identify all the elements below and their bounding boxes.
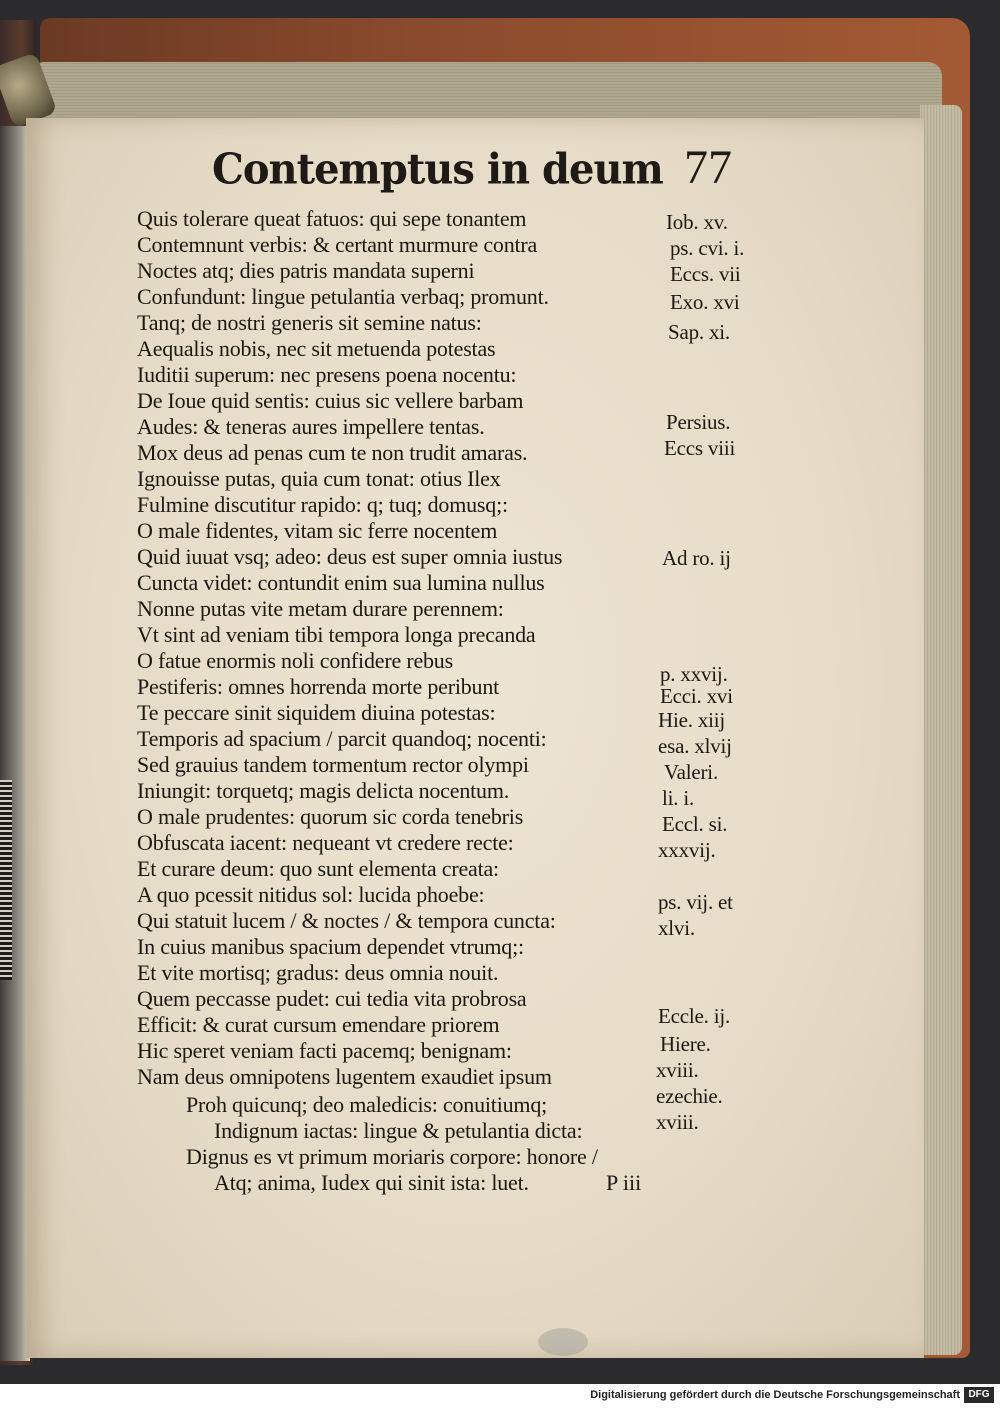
verse-line: Quem peccasse pudet: cui tedia vita probrosa [137,986,527,1011]
margin-note: Eccs viii [664,436,736,460]
margin-note: Ad ro. ij [662,546,731,570]
margin-note: ps. cvi. i. [670,236,745,260]
verse-line: Iniungit: torquetq; magis delicta nocentum. [137,778,510,803]
verse-line: De Ioue quid sentis: cuius sic vellere barbam [137,388,524,413]
closing-verse-block [186,1092,666,1196]
margin-note: Ecci. xvi [660,684,733,708]
margin-note: Eccle. ij. [658,1004,731,1028]
closing-line: Proh quicunq; deo maledicis: conuitiumq; [186,1092,548,1117]
margin-note: p. xxvij. [660,662,728,686]
verse-block [137,206,647,1090]
margin-note: Eccs. vii [670,262,741,286]
verse-line: Et vite mortisq; gradus: deus omnia nouit. [137,960,499,985]
verse-line: Nam deus omnipotens lugentem exaudiet ipsum [137,1064,552,1089]
verse-line: O male prudentes: quorum sic corda tenebris [137,804,524,829]
margin-note: xxxvij. [658,838,716,862]
facing-page-woodcut [0,780,12,980]
verse-line: Temporis ad spacium / parcit quandoq; nocenti: [137,726,547,751]
margin-note: Sap. xi. [668,320,730,344]
closing-line: Atq; anima, Iudex qui sinit ista: luet. [214,1170,529,1195]
thumb-stain [538,1328,588,1356]
margin-note: Eccl. si. [662,812,728,836]
margin-note: ps. vij. et [658,890,733,914]
margin-note: Hie. xiij [658,708,726,732]
verse-line: Nonne putas vite metam durare perennem: [137,596,504,621]
verse-line: Ignouisse putas, quia cum tonat: otius Ilex [137,466,501,491]
verse-line: Mox deus ad penas cum te non trudit amaras. [137,440,528,465]
page-edges-right [920,105,962,1355]
verse-line: In cuius manibus spacium dependet vtrumq;: [137,934,524,959]
margin-note: Iob. xv. [666,210,728,234]
margin-note: esa. xlvij [658,734,732,758]
margin-note: xviii. [656,1058,699,1082]
running-title: Contemptus in deum [212,144,663,195]
verse-line: A quo pcessit nitidus sol: lucida phoebe: [137,882,485,907]
dfg-logo: DFG [964,1387,994,1403]
credit-text: Digitalisierung gefördert durch die Deutsche Forschungsgemeinschaft [590,1389,960,1401]
closing-line: Indignum iactas: lingue & petulantia dicta: [214,1118,583,1143]
verse-line: Sed grauius tandem tormentum rector olympi [137,752,529,777]
verse-line: Pestiferis: omnes horrenda morte peribunt [137,674,500,699]
margin-note: Exo. xvi [670,290,740,314]
verse-line: Hic speret veniam facti pacemq; benignam: [137,1038,512,1063]
footer-bar [0,1384,1000,1408]
closing-line: Dignus es vt primum moriaris corpore: honore / [186,1144,598,1169]
signature-mark: P iii [606,1170,642,1195]
verse-line: Et curare deum: quo sunt elementa creata: [137,856,499,881]
verse-line: Confundunt: lingue petulantia verbaq; promunt. [137,284,549,309]
margin-note: ezechie. [656,1084,723,1108]
margin-note: li. i. [662,786,695,810]
margin-note: Hiere. [660,1032,711,1056]
verse-line: Audes: & teneras aures impellere tentas. [137,414,485,439]
verse-line: Cuncta videt: contundit enim sua lumina nullus [137,570,545,595]
folio-number: 77 [684,141,732,194]
margin-note: Persius. [666,410,731,434]
verse-line: Iuditii superum: nec presens poena nocentu: [137,362,517,387]
verse-line: Quis tolerare queat fatuos: qui sepe tonantem [137,206,527,231]
verse-line: Contemnunt verbis: & certant murmure contra [137,232,538,257]
verse-line: Aequalis nobis, nec sit metuenda potestas [137,336,496,361]
verse-line: Quid iuuat vsq; adeo: deus est super omnia iustus [137,544,563,569]
verse-line: Noctes atq; dies patris mandata superni [137,258,475,283]
verse-line: O fatue enormis noli confidere rebus [137,648,453,673]
verse-line: Vt sint ad veniam tibi tempora longa precanda [137,622,536,647]
verse-line: Tanq; de nostri generis sit semine natus: [137,310,482,335]
verse-line: O male fidentes, vitam sic ferre nocentem [137,518,498,543]
verse-line: Te peccare sinit siquidem diuina potestas: [137,700,496,725]
verse-line: Efficit: & curat cursum emendare priorem [137,1012,500,1037]
margin-note: Valeri. [664,760,718,784]
verse-line: Qui statuit lucem / & noctes / & tempora cuncta: [137,908,556,933]
verse-line: Fulmine discutitur rapido: q; tuq; domusq;: [137,492,508,517]
verse-line: Obfuscata iacent: nequeant vt credere recte: [137,830,514,855]
margin-note: xlvi. [658,916,695,940]
margin-note: xviii. [656,1110,699,1134]
